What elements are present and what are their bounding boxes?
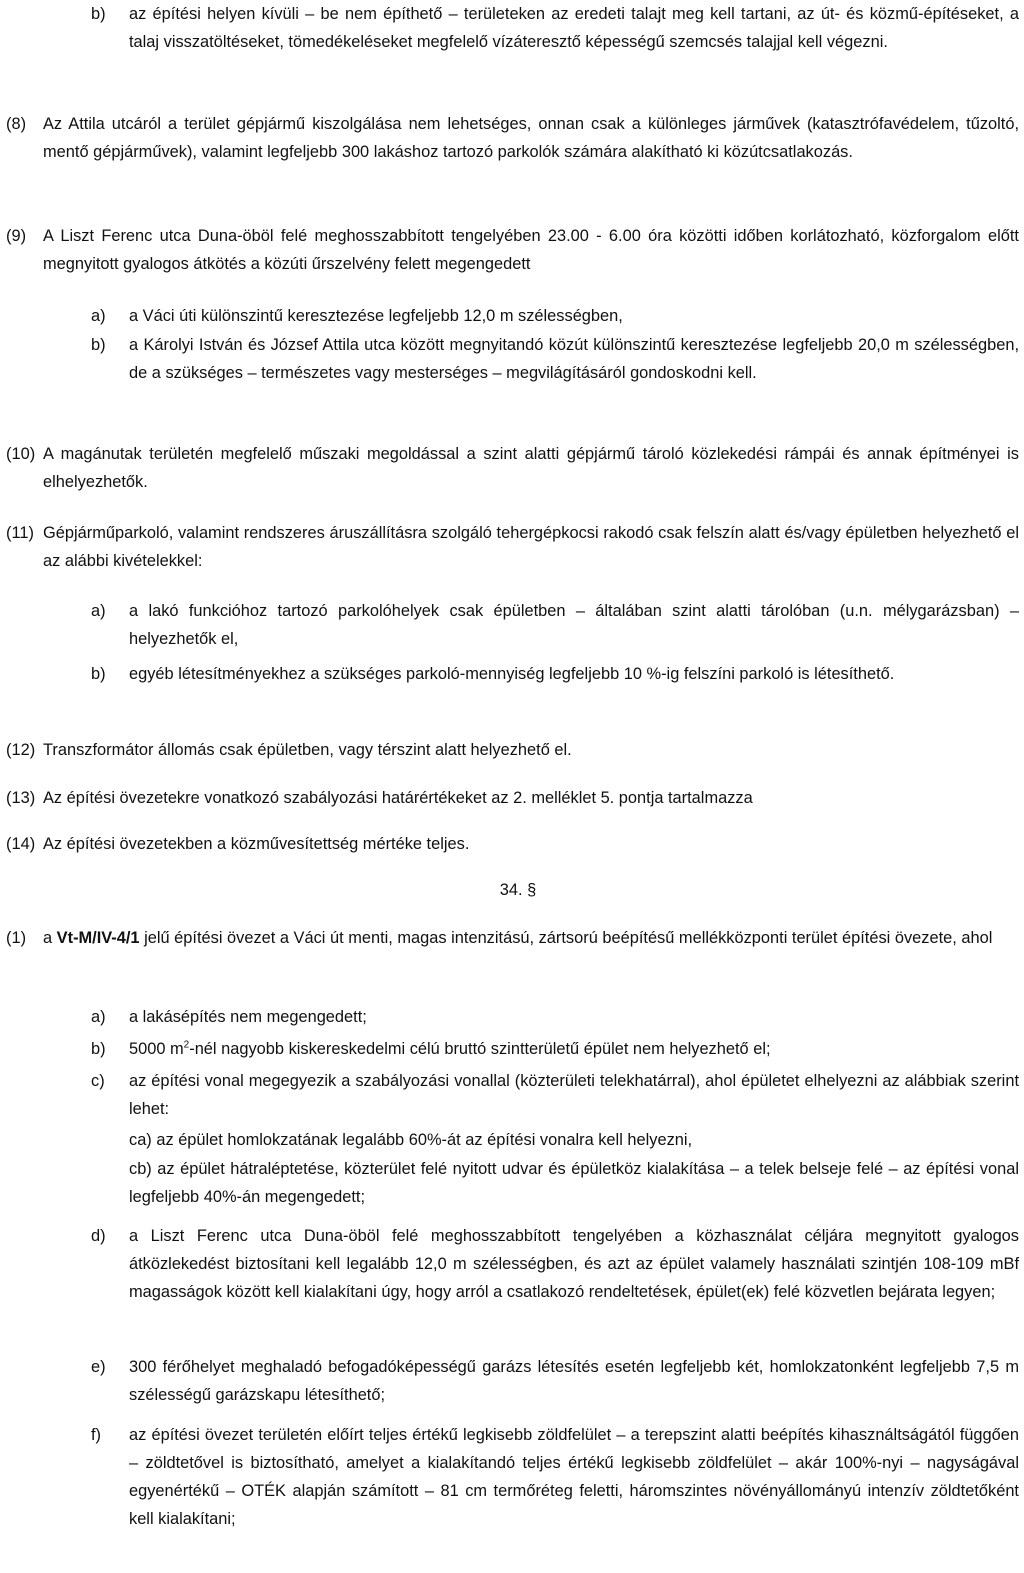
paragraph-number: (13) [6,789,36,807]
list-item [0,302,1024,330]
item-text: az építési vonal megegyezik a szabályozási vonallal (közterületi telekhatárral), ahol épületet elhelyezni az alábbiak szerint lehet: [129,1072,1019,1118]
paragraph-number: (12) [6,741,36,759]
paragraph-text: Transzformátor állomás csak épületben, vagy térszint alatt helyezhető el. [43,741,572,759]
item-text: 300 férőhelyet meghaladó befogadóképességű garázs létesítés esetén legfeljebb két, homlokzatonként legfeljebb 7,5 m szélességű garázskapu létesíthető; [129,1358,1019,1404]
superscript: 2 [183,1039,190,1051]
paragraph-text-content: A magánutak területén megfelelő műszaki megoldással a szint alatti gépjármű tároló közlekedési rámpái és annak építményei is elhelyezhetők. [43,445,1019,491]
list-item [0,0,1024,56]
item-text: a Liszt Ferenc utca Duna-öböl felé meghosszabbított tengelyében a közhasználat céljára megnyitott gyalogos átközlekedést biztosítani kell legalább 12,0 m szélességben, és azt az épület valamely használati szintjén 108-109 mBf magasságok között kell kialakítani úgy, hogy arról a csatlakozó rendeltetések, épület(ek) felé közvetlen bejárata legyen; [129,1227,1019,1301]
item-text-pre: 5000 m [129,1040,184,1058]
paragraph-text: A Liszt Ferenc utca Duna-öböl felé meghosszabbított tengelyében 23.00 - 6.00 óra közötti időben korlátozható, közforgalom előtt megnyitott gyalogos átkötés a közúti űrszelvény felett megengedett [43,227,1019,273]
item-text: ca) az épület homlokzatának legalább 60%-át az építési vonalra kell helyezni, [129,1131,693,1149]
item-label: b) [91,5,106,23]
paragraph-12 [0,736,1024,764]
item-text [129,1035,1019,1063]
item-text: az építési helyen kívüli – be nem építhető – területeken az eredeti talajt meg kell tartani, az út- és közmű-építéseket, a talaj visszatöltéseket, tömedékeléseket megfelelő vízáteresztő képességű szemcsés talajjal kell végezni. [129,5,1019,51]
item-text: a Károlyi István és József Attila utca között megnyitandó közút különszintű keresztezése legfeljebb 20,0 m szélességben, de a szükséges – természetes vagy mesterséges – megvilágításáról gondoskodni kell. [129,336,1019,382]
paragraph-number: (11) [6,524,34,542]
paragraph-8 [0,110,1024,166]
item-label: a) [91,1008,106,1026]
item-text: cb) az épület hátraléptetése, közterület felé nyitott udvar és épületköz kialakítása – a telek belseje felé – az építési vonal legfeljebb 40%-án megengedett; [129,1160,1019,1206]
item-label: b) [91,1040,106,1058]
paragraph-number: (1) [6,929,27,947]
item-label: b) [91,665,106,683]
item-label: e) [91,1358,106,1376]
list-item [0,660,1024,688]
section-heading: 34. § [499,881,537,899]
paragraph-text: Gépjárműparkoló, valamint rendszeres áruszállításra szolgáló tehergépkocsi rakodó csak felszín alatt és/vagy épületben helyezhető el az alábbi kivételekkel: [43,524,1019,570]
list-item [0,1421,1024,1533]
paragraph-14 [0,830,1024,858]
paragraph-text-post: jelű építési övezet a Váci út menti, magas intenzitású, zártsorú beépítésű mellékközponti terület építési övezete, ahol [139,929,993,947]
paragraph-10 [0,440,1024,496]
paragraph-9 [0,222,1024,278]
paragraph-text [43,924,1019,952]
list-item [0,331,1024,387]
item-label: d) [91,1227,106,1245]
paragraph-13 [0,784,1024,812]
item-label: a) [91,307,106,325]
item-text: egyéb létesítményekhez a szükséges parkoló-mennyiség legfeljebb 10 %-ig felszíni parkoló is létesíthető. [129,665,895,683]
zone-code: Vt-M/IV-4/1 [56,929,140,947]
list-item [0,1003,1024,1031]
list-item [0,1222,1024,1306]
item-label: f) [91,1426,102,1444]
item-label: c) [91,1072,105,1090]
list-item [0,597,1024,653]
list-item [0,1067,1024,1123]
item-text: az építési övezet területén előírt teljes értékű legkisebb zöldfelület – a terepszint alatti beépítés kihasználtságától függően – zöldtetővel is biztosítható, amelyet a kialakítandó teljes értékű legkisebb zöldfelület – akár 100%-nyi – nagyságával egyenértékű – OTÉK alapján számított – 81 cm termőréteg feletti, háromszintes növényállományú intenzív zöldtetőként kell kialakítani; [129,1426,1019,1528]
section-paragraph-1 [0,924,1024,952]
paragraph-text: Az építési övezetekben a közművesítettség mértéke teljes. [43,835,470,853]
item-text: a Váci úti különszintű keresztezése legfeljebb 12,0 m szélességben, [129,307,623,325]
paragraph-number: (8) [6,115,27,133]
sub-list-item [0,1126,1024,1154]
item-label: a) [91,602,106,620]
paragraph-text-pre: a [43,929,57,947]
item-text: a lakó funkcióhoz tartozó parkolóhelyek csak épületben – általában szint alatti tárolóban (u.n. mélygarázsban) – helyezhetők el, [129,602,1019,648]
paragraph-text: Az Attila utcáról a terület gépjármű kiszolgálása nem lehetséges, onnan csak a különleges járművek (katasztrófavédelem, tűzoltó, mentő gépjárművek), valamint legfeljebb 300 lakáshoz tartozó parkolók számára alakítható ki közútcsatlakozás. [43,115,1019,161]
item-text-post: -nél nagyobb kiskereskedelmi célú bruttó szintterületű épület nem helyezhető el; [189,1040,771,1058]
list-item [0,1035,1024,1063]
paragraph-number: (9) [6,227,27,245]
paragraph-text: Az építési övezetekre vonatkozó szabályozási határértékeket az 2. melléklet 5. pontja tartalmazza [43,789,753,807]
paragraph-11 [0,519,1024,575]
item-label: b) [91,336,106,354]
paragraph-text [43,440,1019,496]
paragraph-number: (14) [6,835,36,853]
item-text: a lakásépítés nem megengedett; [129,1008,367,1026]
sub-list-item [0,1155,1024,1211]
list-item [0,1353,1024,1409]
paragraph-number: (10) [6,445,36,463]
